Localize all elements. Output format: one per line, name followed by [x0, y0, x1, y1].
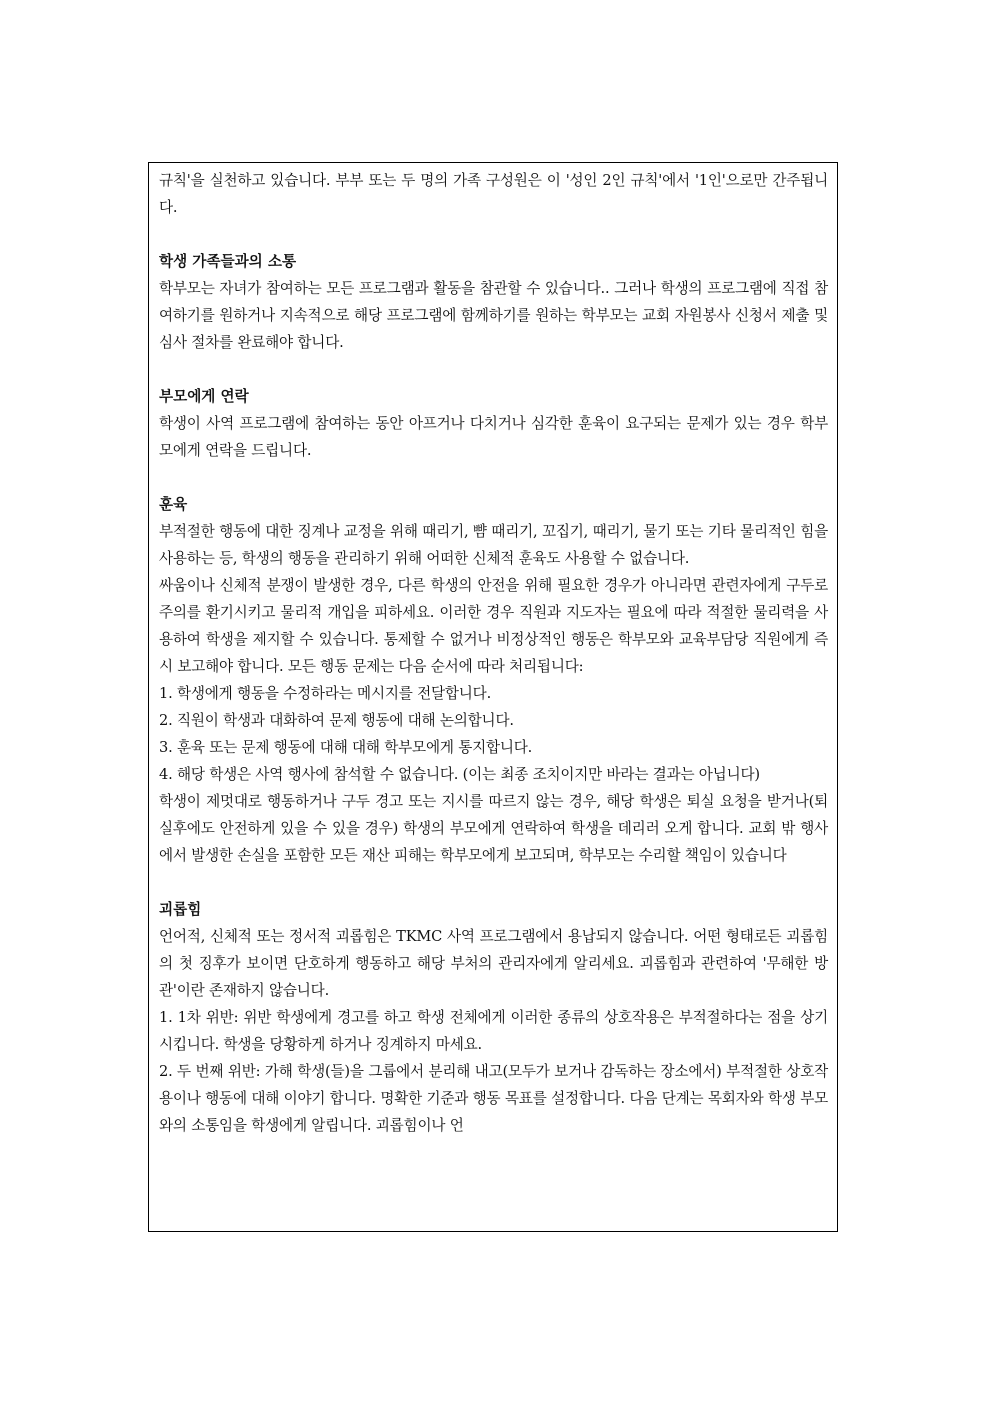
intro-paragraph: 규칙'을 실천하고 있습니다. 부부 또는 두 명의 가족 구성원은 이 '성인 2인 규칙'에서 '1인'으로만 간주됩니다.	[159, 172, 828, 216]
discipline-step-3: 3. 훈육 또는 문제 행동에 대해 대해 학부모에게 통지합니다.	[159, 739, 533, 756]
discipline-paragraph-3: 학생이 제멋대로 행동하거나 구두 경고 또는 지시를 따르지 않는 경우, 해당 학생은 퇴실 요청을 받거나(퇴실후에도 안전하게 있을 수 있을 경우) 학생의 부모에게 연락하여 학생을 데리러 오게 합니다. 교회 밖 행사에서 발생한 손실을 포함한 모든 재산 피해는 학부모에게 보고되며, 학부모는 수리할 책임이 있습니다	[159, 793, 828, 864]
discipline-paragraph-1: 부적절한 행동에 대한 징계나 교정을 위해 때리기, 뺨 때리기, 꼬집기, 때리기, 물기 또는 기타 물리적인 힘을 사용하는 등, 학생의 행동을 관리하기 위해 어떠한 신체적 훈육도 사용할 수 없습니다.	[159, 523, 828, 567]
discipline-paragraph-2: 싸움이나 신체적 분쟁이 발생한 경우, 다른 학생의 안전을 위해 필요한 경우가 아니라면 관련자에게 구두로 주의를 환기시키고 물리적 개입을 피하세요. 이러한 경우 직원과 지도자는 필요에 따라 적절한 물리력을 사용하여 학생을 제지할 수 있습니다. 통제할 수 없거나 비정상적인 행동은 학부모와 교육부담당 직원에게 즉시 보고해야 합니다. 모든 행동 문제는 다음 순서에 따라 처리됩니다:	[159, 577, 828, 675]
bullying-item-1: 1. 1차 위반: 위반 학생에게 경고를 하고 학생 전체에게 이러한 종류의 상호작용은 부적절하다는 점을 상기시킵니다. 학생을 당황하게 하거나 징계하지 마세요.	[159, 1009, 828, 1053]
spacer	[159, 356, 828, 383]
discipline-step-4: 4. 해당 학생은 사역 행사에 참석할 수 없습니다. (이는 최종 조치이지만 바라는 결과는 아닙니다)	[159, 766, 760, 783]
contact-paragraph: 학생이 사역 프로그램에 참여하는 동안 아프거나 다치거나 심각한 훈육이 요구되는 문제가 있는 경우 학부모에게 연락을 드립니다.	[159, 415, 828, 459]
communication-heading: 학생 가족들과의 소통	[159, 253, 297, 270]
bullying-item-2: 2. 두 번째 위반: 가해 학생(들)을 그룹에서 분리해 내고(모두가 보거나 감독하는 장소에서) 부적절한 상호작용이나 행동에 대해 이야기 합니다. 명확한 기준과 행동 목표를 설정합니다. 다음 단계는 목회자와 학생 부모와의 소통임을 학생에게 알립니다. 괴롭힘이나 언	[159, 1063, 828, 1134]
communication-paragraph: 학부모는 자녀가 참여하는 모든 프로그램과 활동을 참관할 수 있습니다.. 그러나 학생의 프로그램에 직접 참여하기를 원하거나 지속적으로 해당 프로그램에 함께하기를 원하는 학부모는 교회 자원봉사 신청서 제출 및 심사 절차를 완료해야 합니다.	[159, 280, 828, 351]
spacer	[159, 221, 828, 248]
spacer	[159, 464, 828, 491]
discipline-heading: 훈육	[159, 496, 188, 513]
bullying-heading: 괴롭힘	[159, 901, 202, 918]
contact-heading: 부모에게 연락	[159, 388, 249, 405]
document-text-box	[148, 162, 838, 1232]
discipline-step-2: 2. 직원이 학생과 대화하여 문제 행동에 대해 논의합니다.	[159, 712, 514, 729]
discipline-step-1: 1. 학생에게 행동을 수정하라는 메시지를 전달합니다.	[159, 685, 492, 702]
spacer	[159, 869, 828, 896]
bullying-paragraph-1: 언어적, 신체적 또는 정서적 괴롭힘은 TKMC 사역 프로그램에서 용납되지 않습니다. 어떤 형태로든 괴롭힘의 첫 징후가 보이면 단호하게 행동하고 해당 부처의 관리자에게 알리세요. 괴롭힘과 관련하여 '무해한 방관'이란 존재하지 않습니다.	[159, 928, 828, 999]
